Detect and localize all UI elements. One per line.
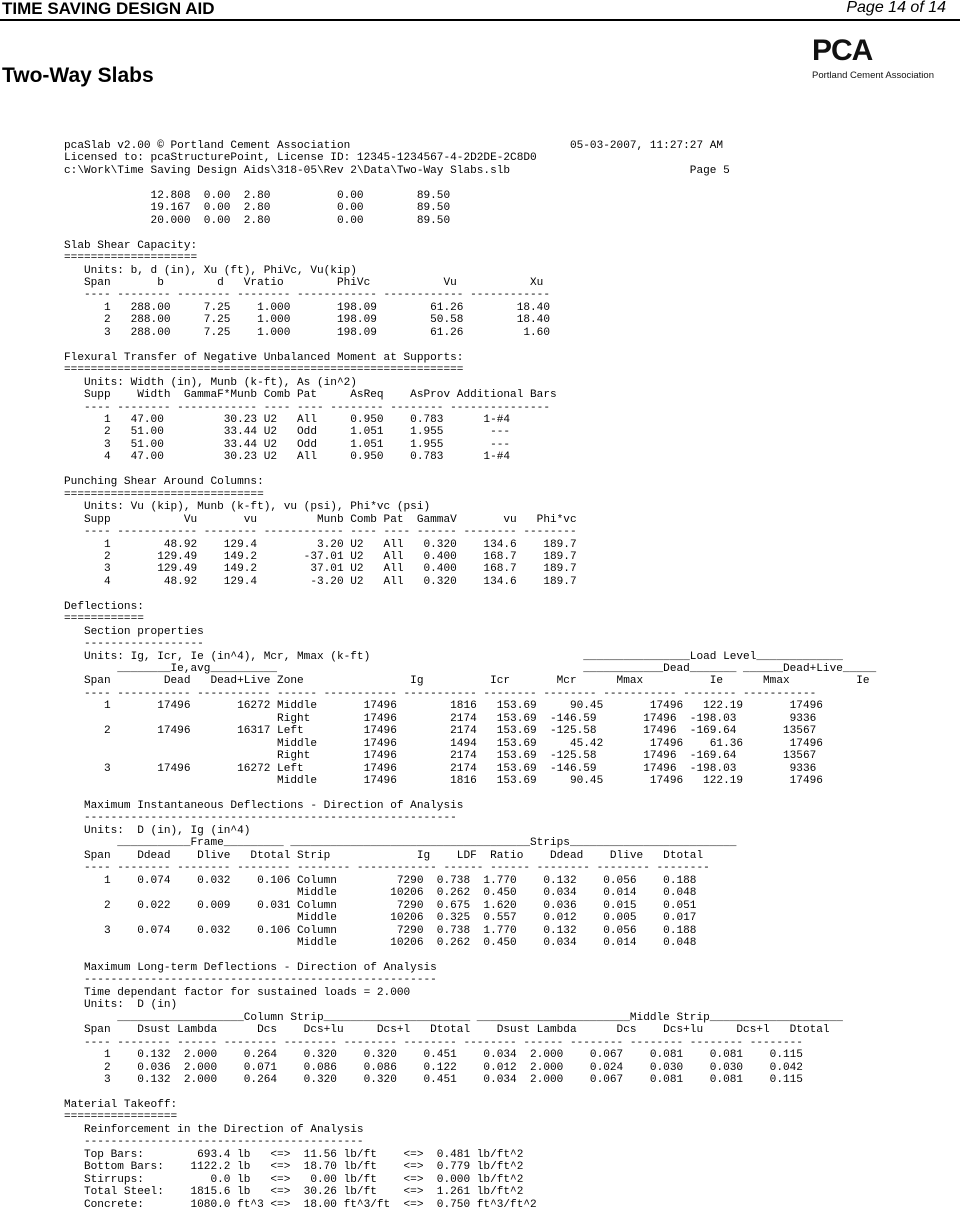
report-line: 1 48.92 129.4 3.20 U2 All 0.320 134.6 189.7 <box>64 538 577 551</box>
report-line: 2 51.00 33.44 U2 Odd 1.051 1.955 --- <box>64 426 511 439</box>
report-line: ---- -------- ------------ ---- ---- -------- -------- --------------- <box>64 401 550 414</box>
report-line: Flexural Transfer of Negative Unbalanced Moment at Supports: <box>64 351 464 364</box>
report-line: ------------------ <box>64 638 204 651</box>
report-line: 4 47.00 30.23 U2 All 0.950 0.783 1-#4 <box>64 451 511 464</box>
report-line: 3 288.00 7.25 1.000 198.09 61.26 1.60 <box>64 326 550 339</box>
report-line: Material Takeoff: <box>64 1098 178 1111</box>
report-line: ________Ie,avg__________ ____________Dead_______ ______Dead+Live_____ <box>64 663 877 676</box>
report-line: Maximum Instantaneous Deflections - Direction of Analysis <box>64 800 464 813</box>
report-line: ------------------------------------------ <box>64 1136 364 1149</box>
report-line: Supp Vu vu Munb Comb Pat GammaV vu Phi*vc <box>64 513 577 526</box>
report-line: Total Steel: 1815.6 lb <=> 30.26 lb/ft <=> 1.261 lb/ft^2 <box>64 1186 524 1199</box>
report-line: Right 17496 2174 153.69 -125.58 17496 -169.64 13567 <box>64 750 817 763</box>
report-line: -------------------------------------------------------- <box>64 812 457 825</box>
section-title: Two-Way Slabs <box>2 64 154 87</box>
header-divider <box>0 19 960 21</box>
report-line: Middle 10206 0.262 0.450 0.034 0.014 0.048 <box>64 937 697 949</box>
report-line: ---- -------- -------- -------- ------------ ------------ ------------ <box>64 289 550 302</box>
report-line: pcaSlab v2.00 © Portland Cement Association 05-03-2007, 11:27:27 AM <box>64 140 724 152</box>
report-line: 1 0.132 2.000 0.264 0.320 0.320 0.451 0.034 2.000 0.067 0.081 0.081 0.115 <box>64 1049 803 1062</box>
report-line: Middle 10206 0.325 0.557 0.012 0.005 0.017 <box>64 912 697 925</box>
report-line: Maximum Long-term Deflections - Direction of Analysis <box>64 961 437 974</box>
report-line: Bottom Bars: 1122.2 lb <=> 18.70 lb/ft <=> 0.779 lb/ft^2 <box>64 1161 524 1174</box>
report-line: 3 0.074 0.032 0.106 Column 7290 0.738 1.770 0.132 0.056 0.188 <box>64 924 697 937</box>
document-title: TIME SAVING DESIGN AID <box>2 0 215 18</box>
report-line: Middle 17496 1494 153.69 45.42 17496 61.36 17496 <box>64 737 823 750</box>
report-line: ============================== <box>64 488 264 501</box>
report-line: Concrete: 1080.0 ft^3 <=> 18.00 ft^3/ft <=> 0.750 ft^3/ft^2 <box>64 1198 537 1211</box>
report-line: 3 0.132 2.000 0.264 0.320 0.320 0.451 0.034 2.000 0.067 0.081 0.081 0.115 <box>64 1073 803 1086</box>
report-line: Units: Vu (kip), Munb (k-ft), vu (psi), Phi*vc (psi) <box>64 501 431 514</box>
report-line: 1 17496 16272 Middle 17496 1816 153.69 90.45 17496 122.19 17496 <box>64 700 823 713</box>
report-line: 2 0.022 0.009 0.031 Column 7290 0.675 1.620 0.036 0.015 0.051 <box>64 899 697 912</box>
pca-logo <box>812 36 932 86</box>
report-line: Stirrups: 0.0 lb <=> 0.00 lb/ft <=> 0.000 lb/ft^2 <box>64 1173 524 1186</box>
report-line: Span Dead Dead+Live Zone Ig Icr Mcr Mmax Ie Mmax Ie <box>64 675 870 688</box>
report-line: ----------------------------------------------------- <box>64 974 437 987</box>
report-line: ================= <box>64 1111 178 1124</box>
report-line: ---- ------------ -------- ------------ ---- ---- ------ -------- -------- <box>64 526 577 539</box>
report-line: Top Bars: 693.4 lb <=> 11.56 lb/ft <=> 0.481 lb/ft^2 <box>64 1148 524 1161</box>
report-line: Units: Ig, Icr, Ie (in^4), Mcr, Mmax (k-ft) ________________Load Level_____________ <box>64 650 843 663</box>
report-line: 2 0.036 2.000 0.071 0.086 0.086 0.122 0.012 2.000 0.024 0.030 0.030 0.042 <box>64 1061 803 1074</box>
logo-org-name: Portland Cement Association <box>812 70 934 81</box>
report-line: Licensed to: pcaStructurePoint, License ID: 12345-1234567-4-2D2DE-2C8D0 <box>64 152 537 165</box>
report-line: Slab Shear Capacity: <box>64 239 198 252</box>
report-line: 20.000 0.00 2.80 0.00 89.50 <box>64 214 451 227</box>
report-line: Units: D (in), Ig (in^4) <box>64 824 251 837</box>
report-line: ---- -------- -------- -------- -------- ------------ ------ ------ -------- -------- -------- <box>64 862 710 875</box>
report-line: 2 129.49 149.2 -37.01 U2 All 0.400 168.7 189.7 <box>64 550 577 563</box>
report-line: Section properties <box>64 625 204 638</box>
report-line: Units: Width (in), Munb (k-ft), As (in^2) <box>64 376 357 389</box>
report-line: Span Dsust Lambda Dcs Dcs+lu Dcs+l Dtotal Dsust Lambda Dcs Dcs+lu Dcs+l Dtotal <box>64 1024 830 1037</box>
report-line: Punching Shear Around Columns: <box>64 476 264 489</box>
report-line: Units: D (in) <box>64 999 178 1012</box>
report-line: ============================================================ <box>64 364 464 377</box>
report-line: ___________Frame_________ ____________________________________Strips_________________________ <box>64 837 737 850</box>
logo-mark: PCA <box>812 34 873 67</box>
report-line: 1 288.00 7.25 1.000 198.09 61.26 18.40 <box>64 301 550 314</box>
report-line: Span Ddead Dlive Dtotal Strip Ig LDF Ratio Ddead Dlive Dtotal <box>64 849 704 862</box>
report-line: 3 17496 16272 Left 17496 2174 153.69 -146.59 17496 -198.03 9336 <box>64 762 817 775</box>
report-line: c:\Work\Time Saving Design Aids\318-05\Rev 2\Data\Two-Way Slabs.slb Page 5 <box>64 164 730 177</box>
report-line: 3 51.00 33.44 U2 Odd 1.051 1.955 --- <box>64 438 511 451</box>
report-line: Reinforcement in the Direction of Analysis <box>64 1123 364 1136</box>
report-line: ---- ----------- ----------- ------ ----------- ----------- -------- -------- ----------- -------- ----------- <box>64 687 817 700</box>
program-output-report <box>64 140 944 1211</box>
page-number: Page 14 of 14 <box>846 0 946 16</box>
report-line: 2 17496 16317 Left 17496 2174 153.69 -125.58 17496 -169.64 13567 <box>64 725 817 738</box>
report-line: Middle 17496 1816 153.69 90.45 17496 122.19 17496 <box>64 775 823 788</box>
report-line: ==================== <box>64 252 198 265</box>
report-line: 1 0.074 0.032 0.106 Column 7290 0.738 1.770 0.132 0.056 0.188 <box>64 874 697 887</box>
report-line: ___________________Column Strip______________________ _______________________Middle Strip____________________ <box>64 1011 843 1024</box>
report-line: Right 17496 2174 153.69 -146.59 17496 -198.03 9336 <box>64 712 817 725</box>
report-line: Deflections: <box>64 600 144 613</box>
report-line: 19.167 0.00 2.80 0.00 89.50 <box>64 202 451 215</box>
report-line: Time dependant factor for sustained loads = 2.000 <box>64 986 411 999</box>
report-line: ============ <box>64 613 144 626</box>
report-line: Span b d Vratio PhiVc Vu Xu <box>64 276 544 289</box>
report-line: 12.808 0.00 2.80 0.00 89.50 <box>64 189 451 202</box>
report-line: Middle 10206 0.262 0.450 0.034 0.014 0.048 <box>64 887 697 900</box>
report-line: Units: b, d (in), Xu (ft), PhiVc, Vu(kip) <box>64 264 357 277</box>
report-line: 4 48.92 129.4 -3.20 U2 All 0.320 134.6 189.7 <box>64 575 577 588</box>
report-line: 3 129.49 149.2 37.01 U2 All 0.400 168.7 189.7 <box>64 563 577 576</box>
report-line: 2 288.00 7.25 1.000 198.09 50.58 18.40 <box>64 314 550 327</box>
report-line: 1 47.00 30.23 U2 All 0.950 0.783 1-#4 <box>64 413 511 426</box>
report-line: Supp Width GammaF*Munb Comb Pat AsReq AsProv Additional Bars <box>64 389 557 402</box>
report-line: ---- -------- ------ -------- -------- -------- -------- -------- ------ -------- -------- -------- -------- <box>64 1036 803 1049</box>
